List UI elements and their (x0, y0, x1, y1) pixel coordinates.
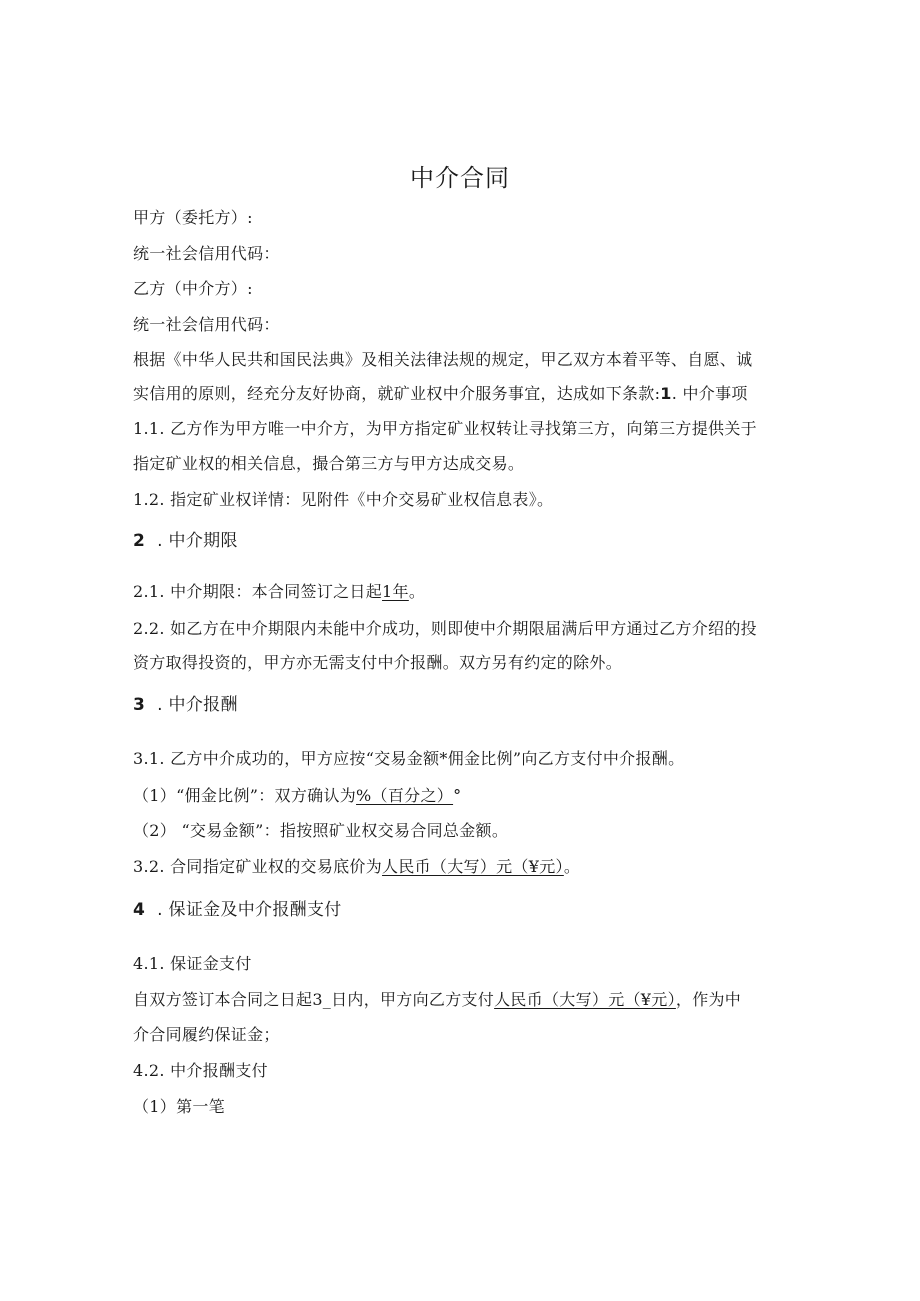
section-3-title: . 中介报酬 (157, 695, 238, 715)
clause-1-1-line-2: 指定矿业权的相关信息，撮合第三方与甲方达成交易。 (133, 454, 525, 473)
deposit-days-value: 3 (312, 990, 323, 1009)
intro-paragraph-line-2 (133, 383, 748, 405)
transaction-amount-item: （2） “交易金额”：指按照矿业权交易合同总金额。 (133, 821, 509, 840)
clause-1-2: 1.2. 指定矿业权详情：见附件《中介交易矿业权信息表》。 (133, 490, 554, 509)
section-3-heading (133, 694, 238, 716)
deposit-amount-value: 人民币（大写）元（¥元） (494, 990, 676, 1009)
commission-ratio-value: %（百分之） (356, 786, 454, 805)
clause-3-1: 3.1. 乙方中介成功的，甲方应按“交易金额*佣金比例”向乙方支付中介报酬。 (133, 749, 685, 768)
document-title: 中介合同 (410, 164, 510, 192)
first-payment-item: （1）第一笔 (133, 1097, 225, 1116)
commission-ratio-end: ° (453, 786, 462, 805)
deposit-text-mid: _日内，甲方向乙方支付 (322, 990, 495, 1009)
party-a-line: 甲方（委托方）: (133, 208, 253, 227)
clause-2-2-line-2: 资方取得投资的，甲方亦无需支付中介报酬。双方另有约定的除外。 (133, 653, 623, 672)
clause-2-1 (133, 581, 425, 603)
clause-3-2-text: 3.2. 合同指定矿业权的交易底价为 (133, 857, 383, 876)
section-4-heading (133, 899, 342, 921)
clause-4-2: 4.2. 中介报酬支付 (133, 1061, 268, 1080)
party-a-credit-code: 统一社会信用代码： (133, 244, 280, 263)
intro-paragraph-line-1: 根据《中华人民共和国民法典》及相关法律法规的规定，甲乙双方本着平等、自愿、诚 (133, 350, 753, 369)
clause-3-2 (133, 856, 580, 878)
clause-3-2-end: 。 (563, 857, 581, 876)
section-1-number: 1 (660, 384, 672, 403)
section-4-title: . 保证金及中介报酬支付 (157, 900, 342, 920)
intro-text: 实信用的原则，经充分友好协商，就矿业权中介服务事宜，达成如下条款: (133, 384, 661, 403)
term-duration-value: 1年 (382, 582, 409, 601)
section-4-number: 4 (133, 900, 146, 920)
section-3-number: 3 (133, 695, 146, 715)
clause-2-1-end: 。 (408, 582, 426, 601)
party-b-credit-code: 统一社会信用代码： (133, 315, 280, 334)
base-price-value: 人民币（大写）元（¥元） (382, 857, 564, 876)
commission-ratio-item (133, 785, 461, 807)
deposit-text-end: ，作为中 (675, 990, 742, 1009)
commission-ratio-text: （1）“佣金比例”：双方确认为 (133, 786, 357, 805)
section-2-heading (133, 530, 238, 552)
clause-2-2-line-1: 2.2. 如乙方在中介期限内未能中介成功，则即使中介期限届满后甲方通过乙方介绍的投 (133, 619, 757, 638)
clause-2-1-text: 2.1. 中介期限：本合同签订之日起 (133, 582, 383, 601)
party-b-line: 乙方（中介方）: (133, 279, 253, 298)
deposit-line-2: 介合同履约保证金； (133, 1025, 280, 1044)
clause-1-1-line-1: 1.1. 乙方作为甲方唯一中介方，为甲方指定矿业权转让寻找第三方，向第三方提供关于 (133, 419, 757, 438)
section-1-title: . 中介事项 (671, 384, 748, 403)
section-2-title: . 中介期限 (157, 531, 238, 551)
section-2-number: 2 (133, 531, 146, 551)
deposit-line-1 (133, 989, 741, 1011)
clause-4-1: 4.1. 保证金支付 (133, 954, 252, 973)
deposit-text: 自双方签订本合同之日起 (133, 990, 313, 1009)
